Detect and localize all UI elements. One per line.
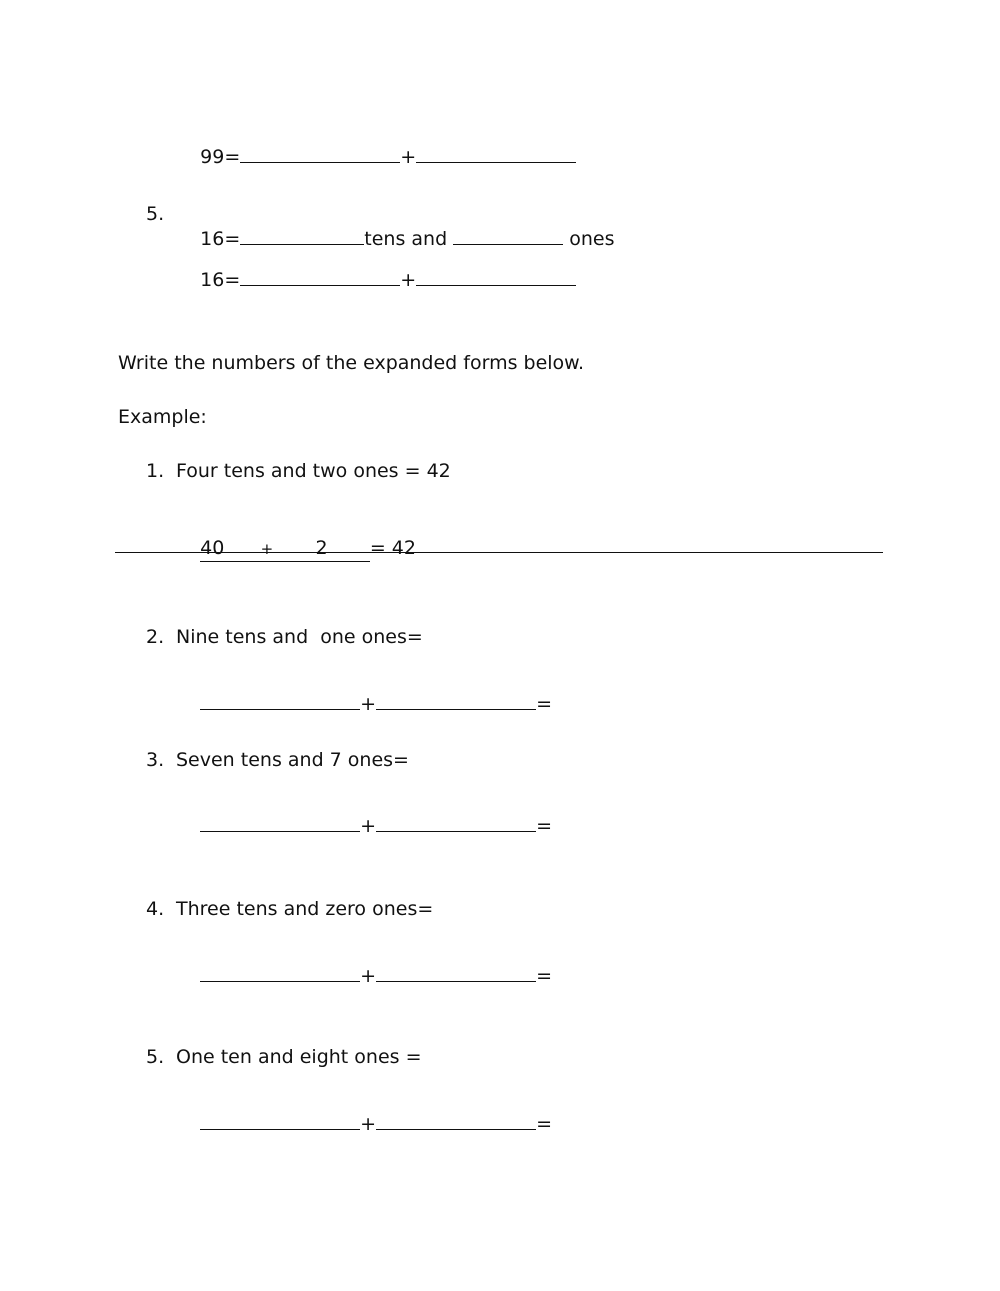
example-number: 1.	[146, 460, 165, 482]
blank-99-ones[interactable]	[416, 144, 576, 163]
question-4-text: Three tens and zero ones=	[176, 898, 434, 920]
example-tens: 40	[200, 537, 225, 559]
line-99-plus: +	[400, 146, 417, 168]
example-ones: 2	[315, 537, 328, 559]
question-5-blank-tens[interactable]	[200, 1111, 360, 1130]
divider-rule	[115, 552, 883, 553]
question-5-plus: +	[360, 1113, 377, 1135]
example-text: Four tens and two ones = 42	[176, 460, 451, 482]
q5-top-line1-prefix: 16=	[200, 228, 241, 250]
question-3-plus: +	[360, 815, 377, 837]
question-4-blank-ones[interactable]	[376, 963, 536, 982]
question-3-answer	[176, 789, 552, 862]
question-3-blank-ones[interactable]	[376, 813, 536, 832]
question-2-number: 2.	[146, 626, 165, 648]
question-4-equals: =	[536, 965, 553, 987]
q5-top-line2-plus: +	[400, 269, 417, 291]
question-2-plus: +	[360, 693, 377, 715]
blank-16-expanded-tens[interactable]	[240, 267, 400, 286]
q5-top-line1-suffix: ones	[569, 228, 615, 250]
question-4-answer	[176, 939, 552, 1012]
question-5-text: One ten and eight ones =	[176, 1046, 422, 1068]
question-2-blank-ones[interactable]	[376, 691, 536, 710]
blank-99-tens[interactable]	[240, 144, 400, 163]
question-2-answer	[176, 667, 552, 740]
question-4-plus: +	[360, 965, 377, 987]
blank-16-expanded-ones[interactable]	[416, 267, 576, 286]
question-2-blank-tens[interactable]	[200, 691, 360, 710]
q5-top-line1-mid: tens and	[364, 228, 448, 250]
example-label: Example:	[118, 406, 207, 428]
question-3-blank-tens[interactable]	[200, 813, 360, 832]
example-plus: +	[260, 540, 274, 558]
instructions-heading: Write the numbers of the expanded forms below.	[118, 352, 585, 374]
question-2-text: Nine tens and one ones=	[176, 626, 423, 648]
q5-top-line2	[176, 243, 576, 316]
example-answer	[176, 512, 416, 586]
question-3-text: Seven tens and 7 ones=	[176, 749, 409, 771]
question-5-answer	[176, 1087, 552, 1160]
question-4-number: 4.	[146, 898, 165, 920]
line-99-label: 99=	[200, 146, 241, 168]
example-result: = 42	[369, 537, 416, 559]
question-5-equals: =	[536, 1113, 553, 1135]
question-5-blank-ones[interactable]	[376, 1111, 536, 1130]
q5-top-line2-prefix: 16=	[200, 269, 241, 291]
example-underlined-sum	[200, 536, 370, 562]
question-5-number: 5.	[146, 1046, 165, 1068]
q5-top-number: 5.	[146, 203, 165, 225]
question-3-number: 3.	[146, 749, 165, 771]
line-99	[176, 120, 576, 193]
question-3-equals: =	[536, 815, 553, 837]
question-4-blank-tens[interactable]	[200, 963, 360, 982]
question-2-equals: =	[536, 693, 553, 715]
